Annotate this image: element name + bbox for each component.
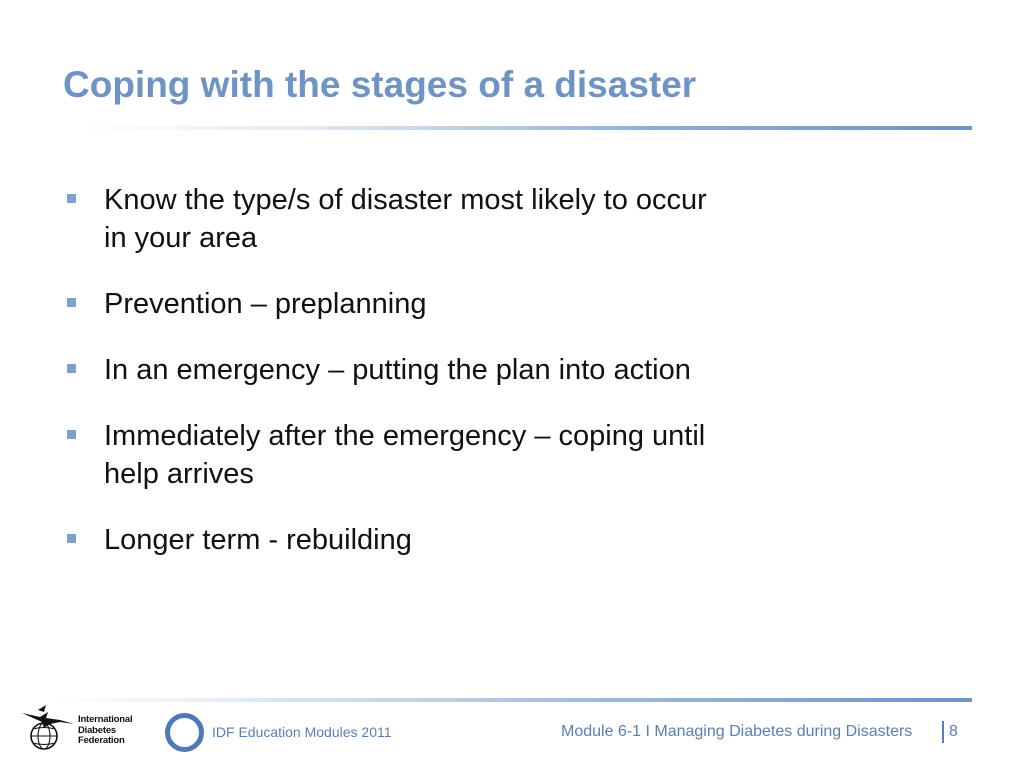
logo-line3: Federation (78, 735, 125, 746)
bullet-list (64, 181, 844, 587)
bullet-text-line1: In an emergency – putting the plan into action (104, 354, 691, 386)
bullet-text-line1: Prevention – preplanning (104, 288, 427, 320)
slide-title: Coping with the stages of a disaster (63, 64, 697, 105)
bullet-square-icon (67, 194, 76, 203)
bullet-item (64, 181, 844, 257)
bullet-text-line1: Know the type/s of disaster most likely to occur (104, 184, 707, 216)
bullet-item (64, 285, 844, 323)
page-separator (942, 721, 944, 743)
bullet-square-icon (67, 534, 76, 543)
title-underline (75, 126, 972, 130)
bullet-item (64, 521, 844, 559)
footer-module-title: Module 6-1 I Managing Diabetes during Disasters (561, 723, 913, 740)
bullet-square-icon (67, 298, 76, 307)
bullet-text-line2: help arrives (104, 458, 254, 490)
blue-circle-icon (165, 713, 204, 752)
page-number: 8 (949, 723, 958, 740)
footer-rule (52, 698, 972, 702)
bullet-square-icon (67, 364, 76, 373)
bullet-item (64, 417, 844, 493)
footer-module-series: IDF Education Modules 2011 (212, 724, 392, 740)
bullet-square-icon (67, 430, 76, 439)
hummingbird-globe-icon (20, 704, 78, 756)
bullet-text-line1: Immediately after the emergency – coping until (104, 420, 706, 452)
logo-text (78, 715, 132, 747)
bullet-item (64, 351, 844, 389)
logo-line1: International (78, 714, 133, 725)
bullet-text-line2: in your area (104, 222, 258, 254)
logo-line2: Diabetes (78, 724, 117, 736)
bullet-text-line1: Longer term - rebuilding (104, 524, 412, 556)
idf-logo (20, 704, 145, 756)
